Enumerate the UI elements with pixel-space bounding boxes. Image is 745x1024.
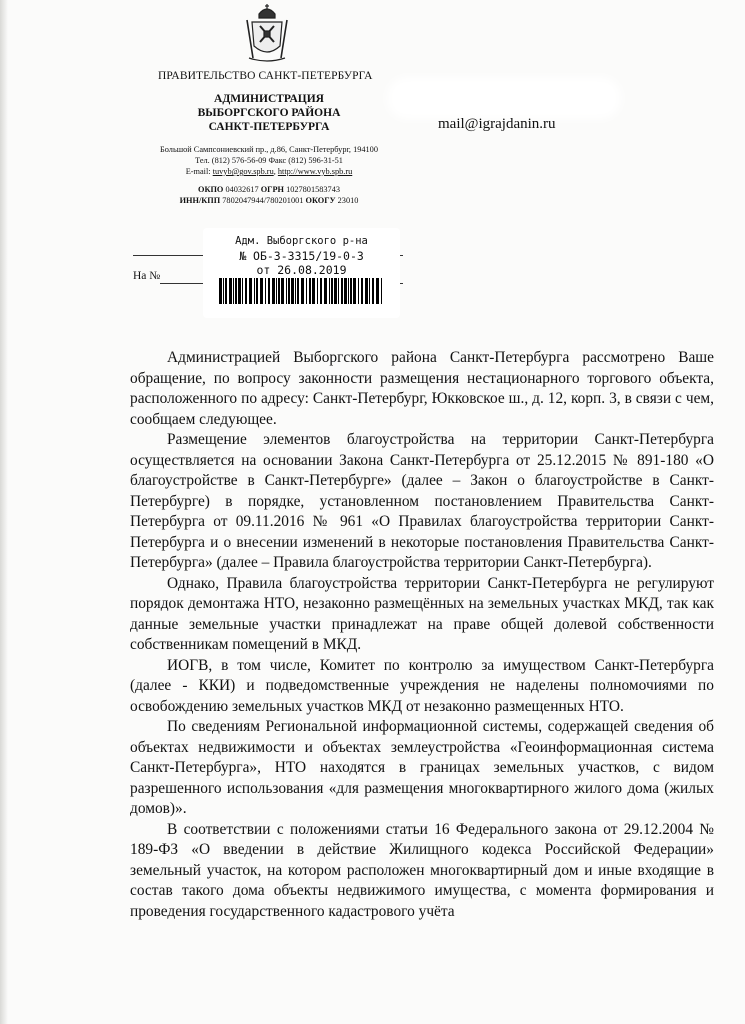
okpo-label: ОКПО — [197, 185, 224, 194]
stamp-number: № ОБ-3-3315/19-0-3 — [239, 249, 364, 263]
administration-title-line: САНКТ-ПЕТЕРБУРГА — [208, 121, 330, 133]
okogu-label: ОКОГУ — [305, 196, 336, 205]
body-paragraph: В соответствии с положениями статьи 16 Федерального закона от 29.12.2004 № 189-ФЗ «О введении в действие Жилищного кодекса Российской Федерации» земельный участок, на котором расположен многоквартирный дом и иные входящие в состав такого дома объекты недвижимого имущества, с момента формирования и проведения государственного кадастрового учёта — [130, 820, 714, 920]
address-line: Большой Сампсониевский пр., д.86, Санкт-Петербург, 194100 — [160, 145, 378, 154]
okpo-value: 04032617 — [225, 185, 259, 194]
stamp-date: от 26.08.2019 — [256, 263, 347, 277]
body-paragraph: Администрацией Выборгского района Санкт-Петербурга рассмотрено Ваше обращение, по вопросу законности размещения нестационарного торгового объекта, расположенного по адресу: Санкт-Петербург, Юкковское ш., д. 12, корп. 3, в связи с чем, сообщаем следующее. — [130, 349, 714, 428]
ogrn-label: ОГРН — [260, 185, 284, 194]
coat-of-arms-icon — [243, 2, 291, 62]
registration-stamp — [203, 228, 400, 318]
website-link[interactable]: http://www.vyb.spb.ru — [277, 167, 353, 176]
barcode-icon — [219, 278, 385, 304]
administration-title-line: ВЫБОРГСКОГО РАЙОНА — [197, 107, 341, 119]
letter-body — [130, 348, 714, 922]
okogu-value: 23010 — [337, 196, 359, 205]
email-label: E-mail: — [185, 167, 213, 176]
body-paragraph: Однако, Правила благоустройства территории Санкт-Петербурга не регулируют порядок демонтажа НТО, незаконно размещённых на земельных участках МКД, так как данные земельные участки принадлежат на праве общей долевой собственности собственникам помещений в МКД. — [130, 574, 714, 653]
inn-okogu-line — [138, 196, 400, 206]
email-site-line: E-mail: tuvyb@gov.spb.ru, http://www.vyb.spb.ru — [185, 167, 353, 176]
addressee-email: mail@igrajdanin.ru — [438, 116, 556, 132]
scan-edge-shadow — [0, 0, 8, 1024]
okpo-ogrn-line — [138, 185, 400, 195]
government-title: ПРАВИТЕЛЬСТВО САНКТ-ПЕТЕРБУРГА — [158, 70, 373, 82]
phone-fax-line: Тел. (812) 576-56-09 Факс (812) 596-31-51 — [195, 156, 343, 165]
inn-label: ИНН/КПП — [179, 196, 221, 205]
redacted-addressee — [393, 83, 615, 113]
body-paragraph: По сведениям Региональной информационной системы, содержащей сведения об объектах недвижимости и объектах землеустройства «Геоинформационная система Санкт-Петербурга», НТО находятся в границах земельных участков, с видом разрешенного использования «для размещения многоквартирного жилого дома (жилых домов)». — [130, 718, 714, 817]
email-link[interactable]: tuvyb@gov.spb.ru — [212, 167, 274, 176]
reference-number-label: На № — [133, 270, 161, 282]
stamp-organization: Адм. Выборгского р-на — [235, 235, 368, 247]
body-paragraph: ИОГВ, в том числе, Комитет по контролю за имуществом Санкт-Петербурга (далее - ККИ) и подведомственные учреждения не наделены полномочиями по освобождению земельных участков МКД от незаконно размещенных НТО. — [130, 656, 714, 715]
inn-value: 7802047944/780201001 — [222, 196, 304, 205]
ogrn-value: 1027801583743 — [286, 185, 340, 194]
body-paragraph: Размещение элементов благоустройства на территории Санкт-Петербурга осуществляется на основании Закона Санкт-Петербурга от 25.12.2015 № 891-180 «О благоустройстве в Санкт-Петербурге» (далее – Закон о благоустройстве в Санкт-Петербурге) в порядке, установленном постановлением Правительства Санкт-Петербурга от 09.11.2016 № 961 «О Правилах благоустройства территории Санкт-Петербурга и о внесении изменений в некоторые постановления Правительства Санкт-Петербурга» (далее – Правила благоустройства территории Санкт-Петербурга). — [130, 431, 714, 571]
administration-title-line: АДМИНИСТРАЦИЯ — [214, 93, 324, 105]
